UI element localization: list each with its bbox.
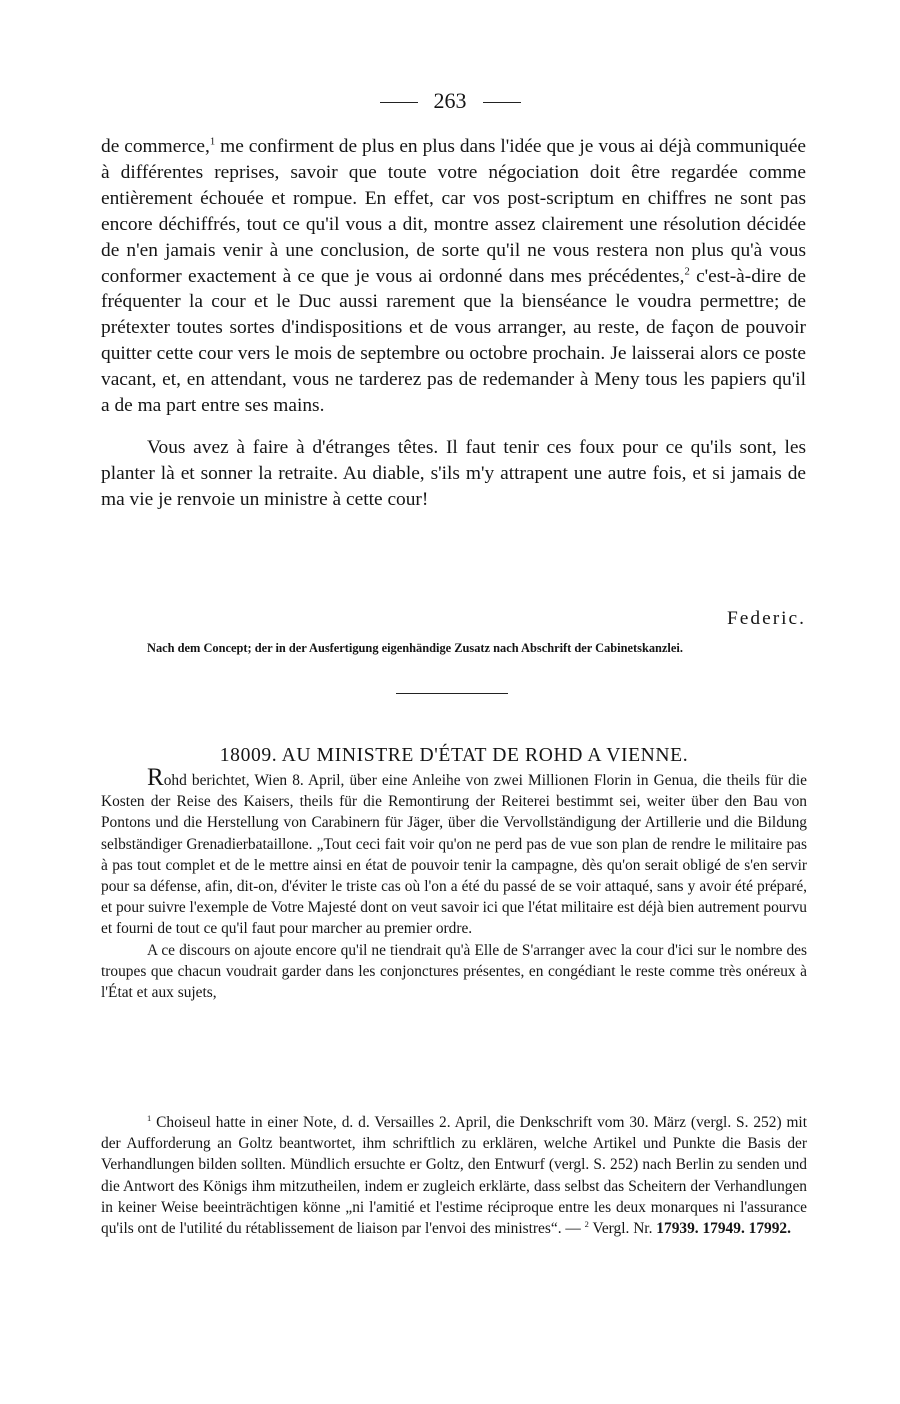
page-number-dash-left — [380, 102, 418, 103]
footnote-marker: 1 — [147, 1112, 152, 1123]
summary-paragraph-1 — [101, 764, 807, 940]
signature: Federic. — [727, 608, 806, 629]
footnote-marker: 2 — [684, 265, 690, 278]
source-note — [101, 640, 807, 657]
footnote-1 — [101, 1112, 807, 1239]
summary-body — [101, 764, 807, 1003]
footnote-references: 17939. 17949. 17992. — [656, 1220, 791, 1238]
summary-paragraph-2: A ce discours on ajoute encore qu'il ne tiendrait qu'à Elle de S'arranger avec la cour d'ici sur le nombre des troupes que chacun voudrait garder dans les conjonctures présentes, en congédiant le reste comme très onéreux à l'État et aux sujets, — [101, 941, 807, 1002]
footnote-marker: 2 — [584, 1218, 589, 1229]
footnote-text: Choiseul hatte in einer Note, d. d. Versailles 2. April, die Denkschrift vom 30. März (vergl. S. 252) mit der Aufforderung an Goltz beantwortet, ihm schriftlich zu erklären, welche Artikel und Punkte die Basis der Verhandlungen bilden sollten. Mündlich ersuchte er Goltz, den Entwurf (vergl. S. 252) nach Berlin zu senden und die Antwort des Königs ihm mitzutheilen, indem er zugleich erklärte, dass selbst das Scheitern der Verhandlungen in keiner Weise beeinträchtigen könne „ni l'amitié et l'estime réciproque entre les deux monarques ni l'assurance qu'ils ont de l'utilité du rétablissement de liaison par l'envoi des ministres“. — — [101, 1114, 807, 1238]
footnotes — [101, 1112, 807, 1239]
page-number — [0, 88, 900, 114]
page-number-text: 263 — [433, 88, 467, 113]
letter-text: me confirment de plus en plus dans l'idée que je vous ai déjà communiquée à différentes reprises, savoir que toute votre négociation doit être regardée comme entièrement échouée et rompue. En effet, car vos post-scriptum en chiffres ne sont pas encore déchiffrés, tout ce qu'il vous a dit, montre assez clairement une résolution décidée de n'en jamais venir à une conclusion, de sorte qu'il ne vous restera non plus qu'à vous conformer exactement à ce que je vous ai ordonné dans mes précédentes, — [101, 136, 806, 287]
document-heading: 18009. AU MINISTRE D'ÉTAT DE ROHD A VIENNE. — [219, 745, 689, 766]
summary-text: ohd berichtet, Wien 8. April, über eine Anleihe von zwei Millionen Florin in Genua, die theils für die Kosten der Reise des Kaisers, theils für die Remontirung der Reiterei bestimmt sei, weiter über den Bau von Pontons und die Herstellung von Carabinern für Jäger, über die Vervollständigung der Artillerie und die Bildung selbständiger Grenadierbataillone. „Tout ceci fait voir qu'on ne perd pas de vue son plan de rendre le militaire pas à pas tout complet et de le mettre ainsi en état de pouvoir tenir la campagne, dès qu'on serait obligé de s'en servir pour sa défense, afin, dit-on, d'éviter le triste cas où l'on a été du passé de se voir attaqué, sans y avoir été préparé, et pour suivre l'exemple de Votre Majesté dont on veut savoir ici que l'état militaire est déjà bien autrement pourvu et fourni de tout ce qu'il faut pour marcher au premier ordre. — [101, 772, 807, 938]
page-number-dash-right — [483, 102, 521, 103]
section-divider — [396, 693, 508, 694]
footnote-text: Vergl. Nr. — [588, 1220, 657, 1238]
letter-paragraph-1 — [101, 134, 806, 419]
letter-paragraph-2: Vous avez à faire à d'étranges têtes. Il faut tenir ces foux pour ce qu'ils sont, les planter là et sonner la retraite. Au diable, s'ils m'y attrapent une autre fois, et si jamais de ma vie je renvoie un ministre à cette cour! — [101, 436, 806, 510]
source-note-text: Nach dem Concept; der in der Ausfertigung eigenhändige Zusatz nach Abschrift der Cabinetskanzlei. — [147, 641, 683, 655]
letter-body — [101, 134, 806, 513]
letter-text: de commerce, — [101, 136, 210, 157]
footnote-marker: 1 — [209, 135, 216, 148]
letter-text: c'est-à-dire de fréquenter la cour et le Duc aussi rarement que la bienséance le voudra permettre; de prétexter toutes sortes d'indispositions et de vous arranger, au reste, de façon de pouvoir quitter cette cour vers le mois de septembre ou octobre prochain. Je laisserai alors ce poste vacant, et, en attendant, vous ne tarderez pas de redemander à Meny tous les papiers qu'il a de ma part entre ses mains. — [101, 265, 806, 417]
initial-letter: R — [147, 764, 164, 791]
